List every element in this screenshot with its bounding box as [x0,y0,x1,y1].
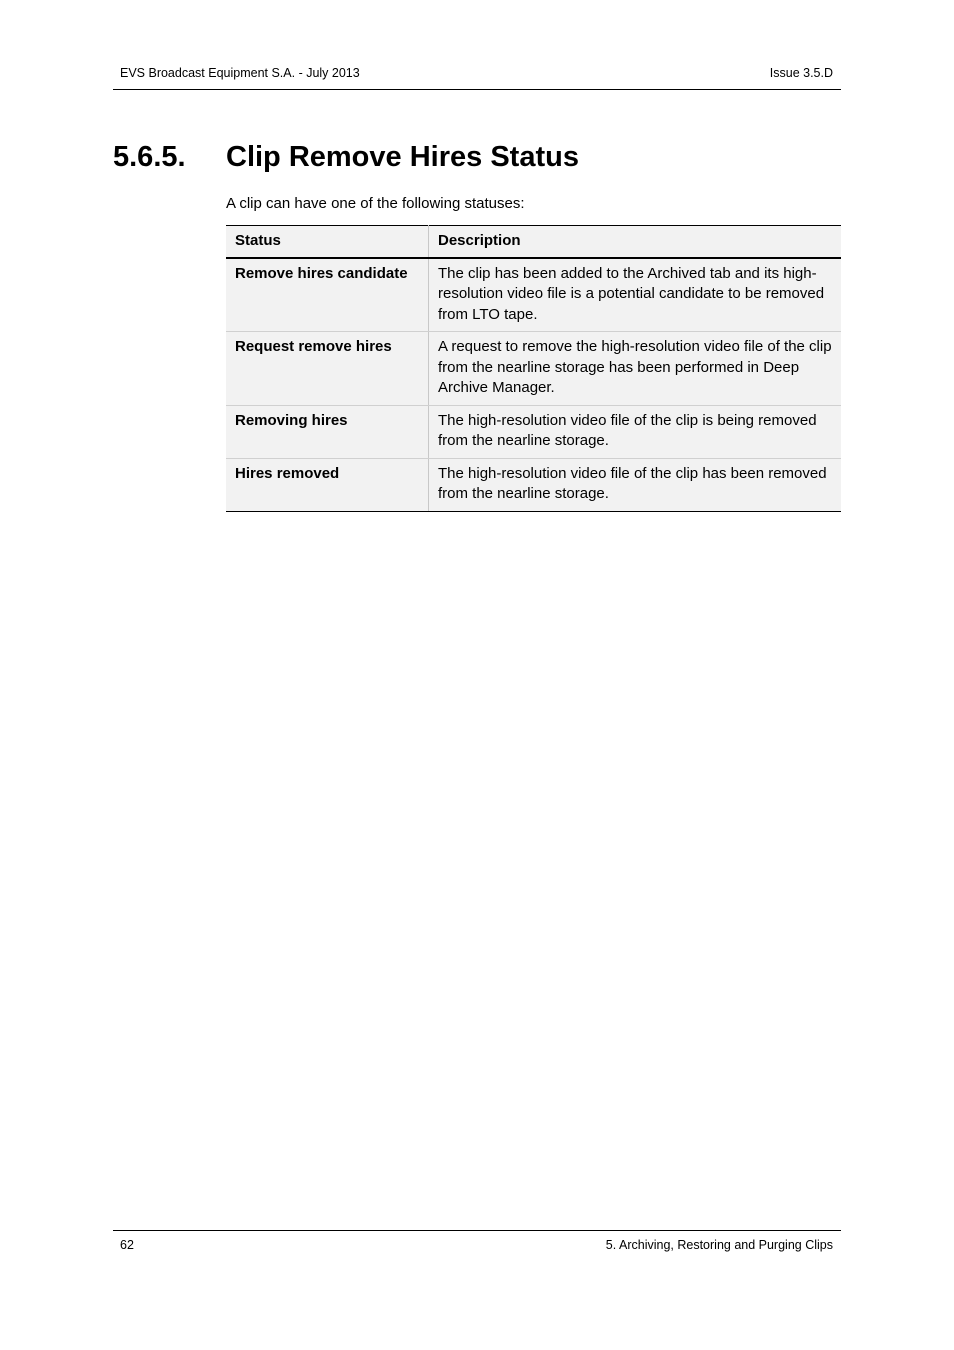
intro-paragraph: A clip can have one of the following statuses: [226,195,525,212]
header-company-date: EVS Broadcast Equipment S.A. - July 2013 [120,66,360,80]
table-header-row [226,226,841,258]
section-heading [113,141,579,174]
footer-chapter: 5. Archiving, Restoring and Purging Clips [605,1238,833,1252]
column-header-status: Status [226,226,429,258]
status-cell: Removing hires [226,405,429,458]
footer-page-number: 62 [120,1238,134,1252]
table-row [226,458,841,511]
table-row [226,405,841,458]
description-cell: The clip has been added to the Archived tab and its high-resolution video file is a potential candidate to be removed from LTO tape. [429,258,842,332]
table-row [226,332,841,406]
description-cell: The high-resolution video file of the clip is being removed from the nearline storage. [429,405,842,458]
header-issue: Issue 3.5.D [769,66,833,80]
page-footer [113,1230,841,1252]
section-title: Clip Remove Hires Status [226,141,579,173]
column-header-description: Description [429,226,842,258]
table-row [226,258,841,332]
status-cell: Remove hires candidate [226,258,429,332]
status-table [226,225,841,512]
status-cell: Hires removed [226,458,429,511]
section-number: 5.6.5. [113,141,186,173]
status-cell: Request remove hires [226,332,429,406]
description-cell: The high-resolution video file of the clip has been removed from the nearline storage. [429,458,842,511]
description-cell: A request to remove the high-resolution video file of the clip from the nearline storage has been performed in Deep Archive Manager. [429,332,842,406]
page-header [113,64,841,90]
